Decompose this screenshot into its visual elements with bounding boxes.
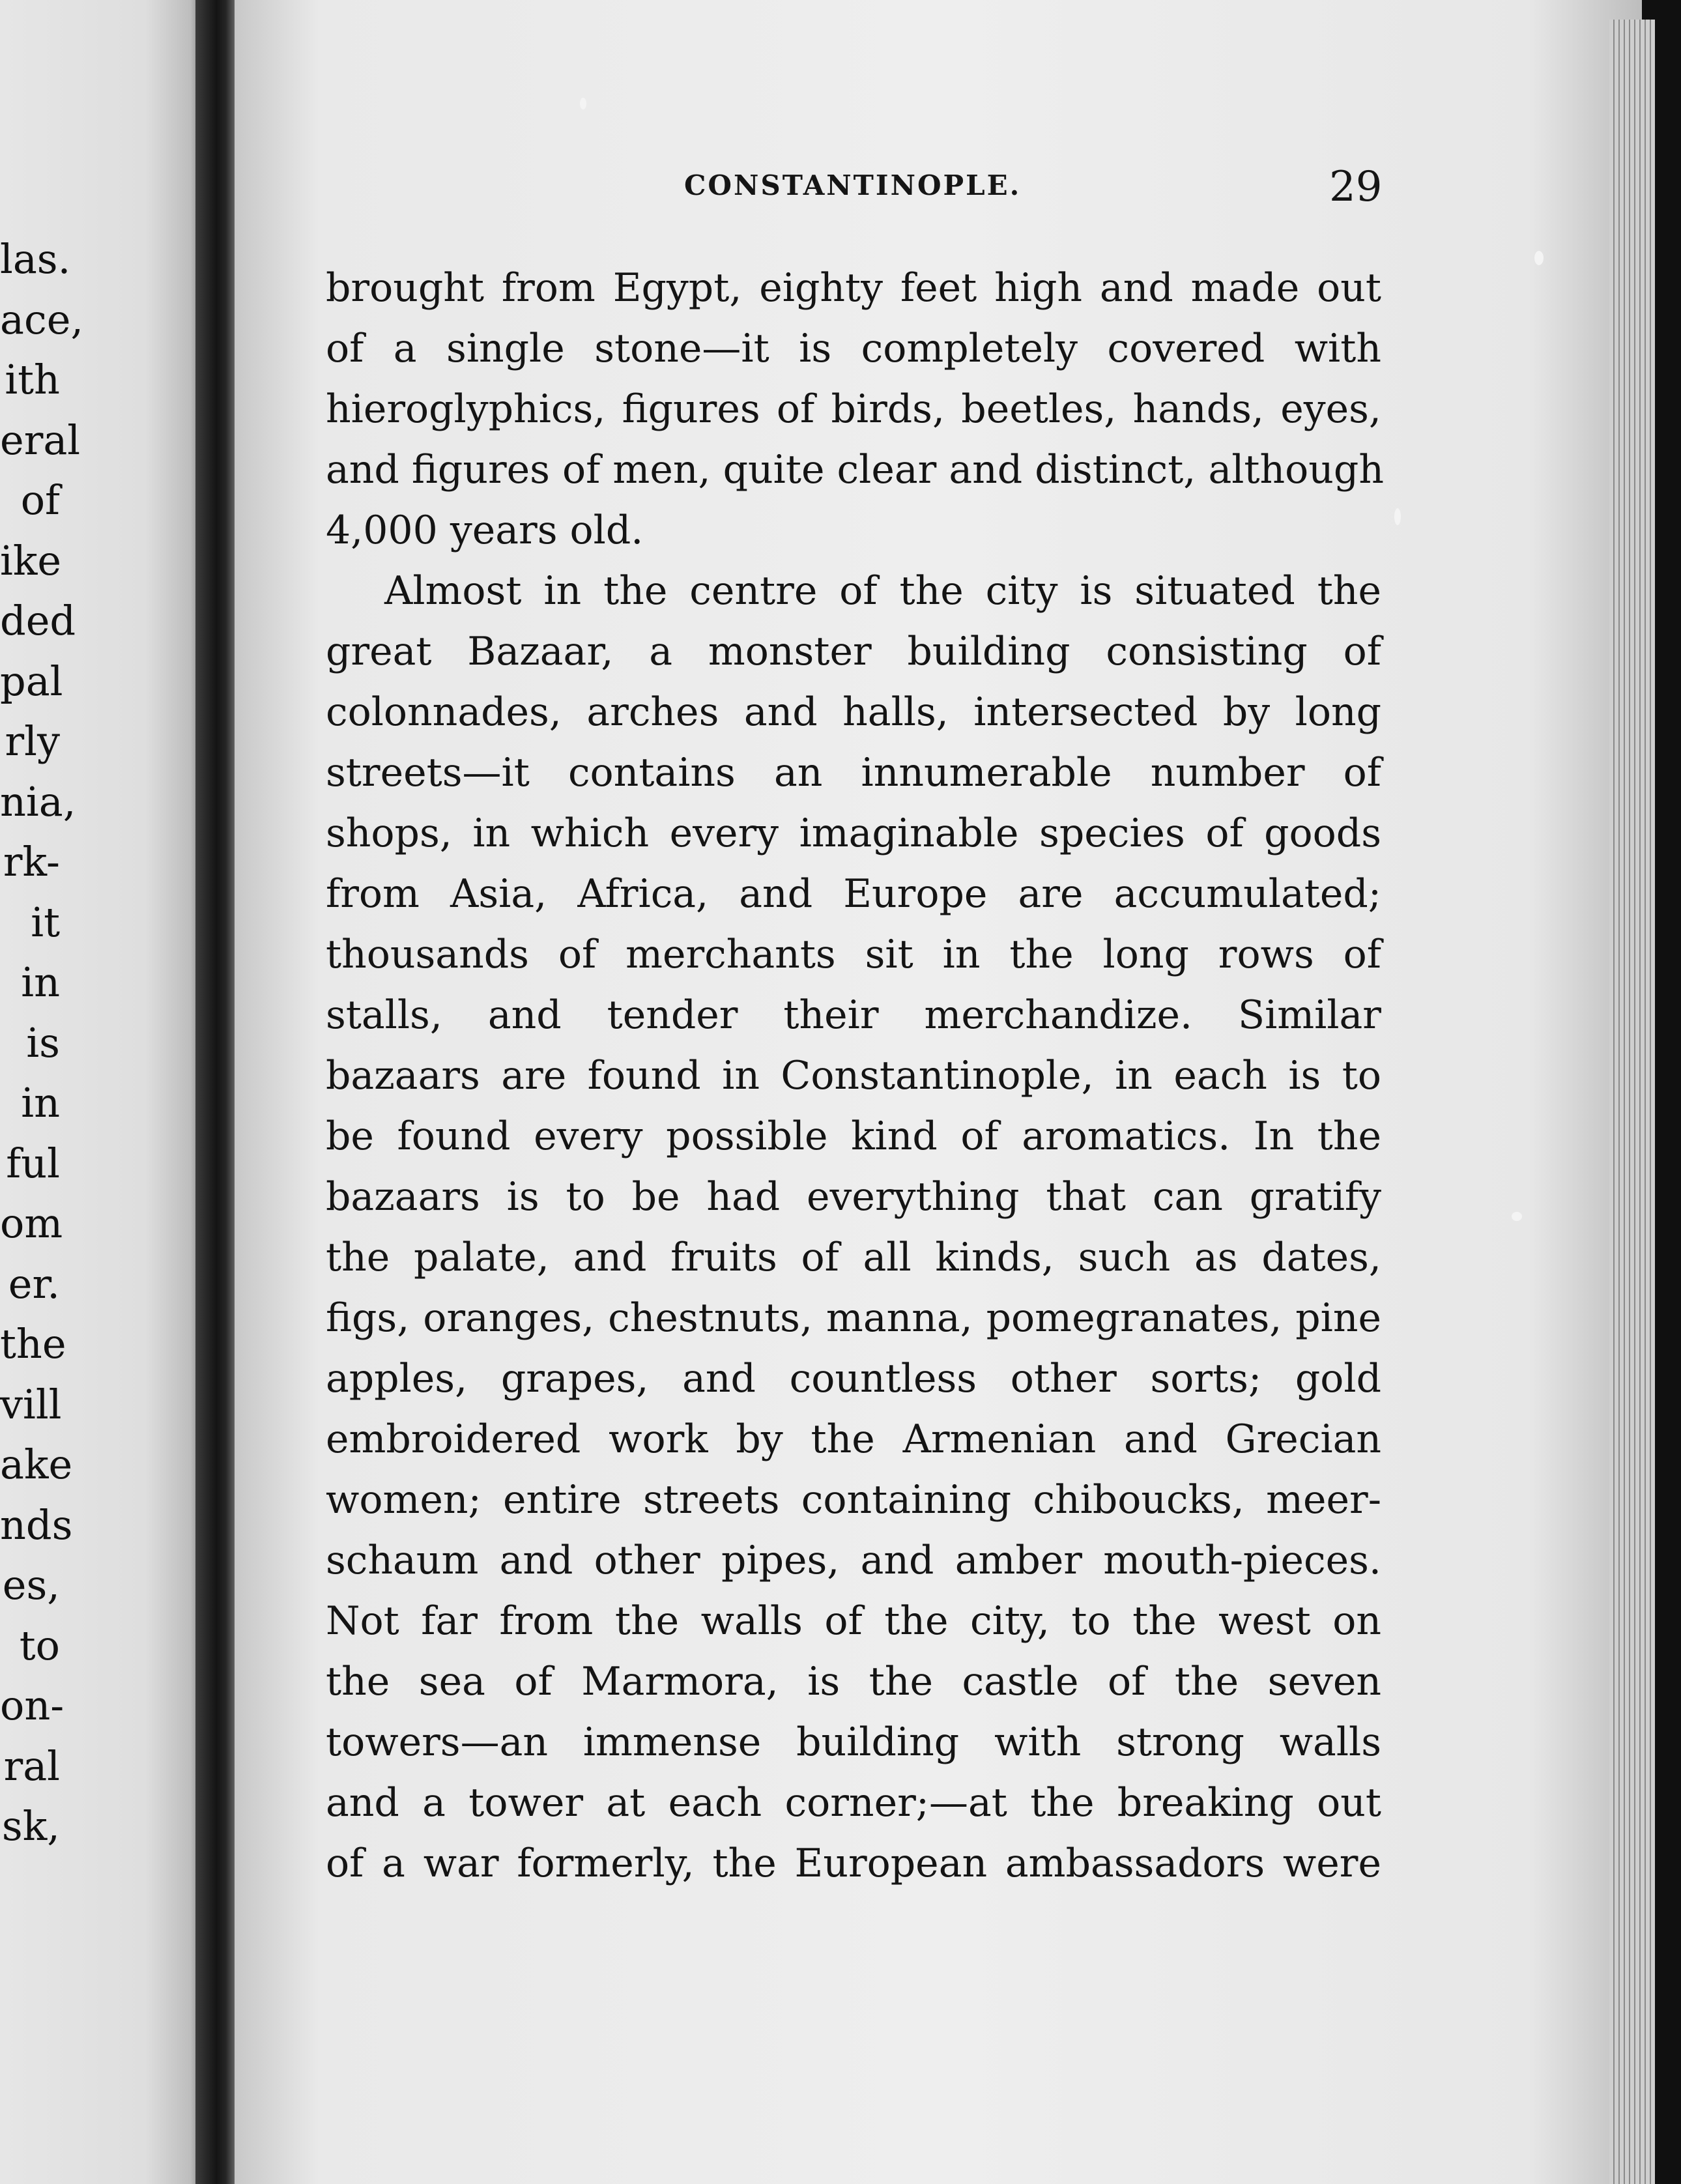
text-line: and a tower at each corner;—at the breaking out <box>326 1780 1381 1826</box>
text-line: bazaars are found in Constantinople, in each is to <box>326 1053 1381 1099</box>
text-line: schaum and other pipes, and amber mouth-pieces. <box>326 1538 1381 1583</box>
text-line: colonnades, arches and halls, intersected by long <box>326 689 1381 735</box>
text-line: shops, in which every imaginable species of goods <box>326 811 1381 856</box>
left-line: the <box>0 1320 66 1368</box>
left-line: to <box>19 1621 60 1669</box>
left-line: in <box>21 958 60 1006</box>
left-line: rk- <box>3 838 60 885</box>
dust-speck <box>580 98 586 109</box>
text-line: great Bazaar, a monster building consisting of <box>326 629 1381 674</box>
left-line: eral <box>0 416 81 464</box>
left-line: ral <box>3 1742 60 1790</box>
text-line: the palate, and fruits of all kinds, such as dates, <box>326 1235 1381 1280</box>
left-facing-page <box>0 0 207 2184</box>
left-line: ake <box>0 1441 73 1488</box>
text-line: Not far from the walls of the city, to the west on <box>326 1598 1381 1644</box>
left-line: pal <box>0 657 63 705</box>
text-line: and figures of men, quite clear and distinct, although <box>326 447 1384 493</box>
left-line: om <box>0 1200 63 1247</box>
left-line: nds <box>0 1501 73 1549</box>
dust-speck <box>1512 1212 1522 1221</box>
text-line: embroidered work by the Armenian and Grecian <box>326 1416 1381 1462</box>
left-line: in <box>21 1079 60 1127</box>
left-line: es, <box>2 1561 60 1609</box>
left-line: is <box>26 1018 60 1067</box>
text-line: be found every possible kind of aromatics. In the <box>326 1114 1381 1159</box>
text-line: bazaars is to be had everything that can gratify <box>326 1174 1381 1220</box>
text-line: 4,000 years old. <box>326 508 644 553</box>
left-line: it <box>31 898 60 946</box>
text-line: stalls, and tender their merchandize. Similar <box>326 992 1381 1038</box>
left-line: ith <box>5 356 60 403</box>
running-head: CONSTANTINOPLE. <box>684 169 1022 201</box>
text-line: women; entire streets containing chiboucks, meer- <box>326 1477 1381 1523</box>
dust-speck <box>1394 508 1401 525</box>
page-edges <box>1609 20 1655 2184</box>
left-line: er. <box>8 1259 60 1308</box>
text-line: streets—it contains an innumerable number of <box>326 750 1381 796</box>
body-text <box>326 258 1384 1894</box>
left-line: ike <box>0 536 62 584</box>
text-line: the sea of Marmora, is the castle of the seven <box>326 1659 1381 1704</box>
left-line: ace, <box>0 295 84 343</box>
left-line: rly <box>5 717 60 765</box>
text-line: of a single stone—it is completely covered with <box>326 326 1381 371</box>
dust-speck <box>1534 251 1544 265</box>
page-number: 29 <box>1329 163 1383 211</box>
left-line: of <box>20 476 60 524</box>
text-line: brought from Egypt, eighty feet high and made out <box>326 265 1381 311</box>
text-line: of a war formerly, the European ambassadors were <box>326 1841 1381 1886</box>
left-line: sk, <box>1 1802 60 1850</box>
left-line: on- <box>0 1682 65 1729</box>
left-line: las. <box>0 235 71 283</box>
left-page-text <box>0 229 84 1857</box>
text-line: figs, oranges, chestnuts, manna, pomegranates, pine <box>326 1295 1381 1341</box>
text-line: from Asia, Africa, and Europe are accumulated; <box>326 871 1381 917</box>
left-line: nia, <box>0 777 76 826</box>
left-line: ded <box>0 597 76 644</box>
left-line: vill <box>0 1380 62 1428</box>
text-line: thousands of merchants sit in the long rows of <box>326 932 1381 977</box>
text-line: hieroglyphics, figures of birds, beetles, hands, eyes, <box>326 386 1381 432</box>
left-line: ful <box>6 1139 60 1187</box>
text-line: towers—an immense building with strong walls <box>326 1719 1381 1765</box>
text-line: apples, grapes, and countless other sorts; gold <box>326 1356 1381 1401</box>
text-line: Almost in the centre of the city is situated the <box>384 568 1381 614</box>
